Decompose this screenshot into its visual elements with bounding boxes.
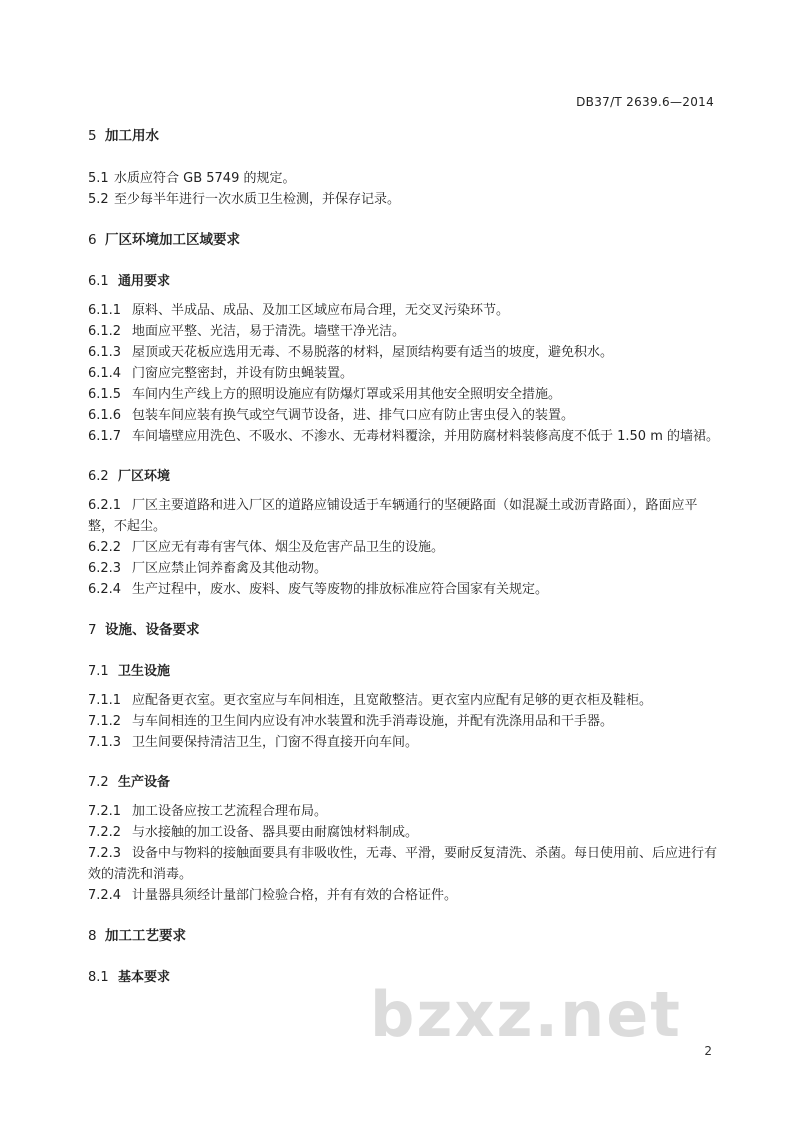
clause-text: 水质应符合 GB 5749 的规定。 xyxy=(114,171,296,186)
clause-text: 厂区主要道路和进入厂区的道路应铺设适于车辆通行的坚硬路面（如混凝土或沥青路面），路面应平整，不起尘。 xyxy=(88,498,698,534)
clause xyxy=(88,405,720,426)
clause-number: 6.1.1 xyxy=(88,303,122,318)
section-title: 加工工艺要求 xyxy=(105,928,186,944)
clause xyxy=(88,843,720,885)
clause-text: 卫生间要保持清洁卫生，门窗不得直接开向车间。 xyxy=(132,735,419,750)
subsection-title: 厂区环境 xyxy=(118,469,171,484)
document-id: DB37/T 2639.6—2014 xyxy=(576,95,714,109)
section-number: 5 xyxy=(88,128,97,144)
clause-number: 6.2.4 xyxy=(88,582,122,597)
section-number: 7 xyxy=(88,622,97,638)
clause-text: 设备中与物料的接触面要具有非吸收性，无毒、平滑，要耐反复清洗、杀菌。每日使用前、后应进行有效的清洗和消毒。 xyxy=(88,846,718,882)
clause-number: 6.1.7 xyxy=(88,429,122,444)
clause xyxy=(88,168,720,189)
section-heading xyxy=(88,926,720,946)
clause-text: 门窗应完整密封，并设有防虫蝇装置。 xyxy=(132,366,354,381)
clause xyxy=(88,495,720,537)
clause-number: 6.1.2 xyxy=(88,324,122,339)
section-number: 6 xyxy=(88,232,97,248)
clause-number: 7.2.1 xyxy=(88,804,122,819)
clause-number: 5.2 xyxy=(88,192,109,207)
subsection-number: 8.1 xyxy=(88,970,109,985)
clause-number: 7.2.4 xyxy=(88,888,122,903)
clause xyxy=(88,822,720,843)
clause-text: 应配备更衣室。更衣室应与车间相连，且宽敞整洁。更衣室内应配有足够的更衣柜及鞋柜。 xyxy=(132,693,653,708)
subsection-title: 生产设备 xyxy=(118,775,171,790)
clause xyxy=(88,711,720,732)
clause-number: 6.1.4 xyxy=(88,366,122,381)
clause-number: 6.2.2 xyxy=(88,540,122,555)
subsection-heading xyxy=(88,467,720,487)
clause-number: 5.1 xyxy=(88,171,109,186)
clause xyxy=(88,300,720,321)
clause xyxy=(88,189,720,210)
clause-number: 6.2.3 xyxy=(88,561,122,576)
clause xyxy=(88,537,720,558)
clause-number: 6.2.1 xyxy=(88,498,122,513)
clause-text: 生产过程中，废水、废料、废气等废物的排放标准应符合国家有关规定。 xyxy=(132,582,549,597)
clause-number: 7.1.1 xyxy=(88,693,122,708)
section-title: 加工用水 xyxy=(105,128,159,144)
clause xyxy=(88,342,720,363)
clause-text: 车间墙壁应用洗色、不吸水、不渗水、无毒材料覆涂，并用防腐材料装修高度不低于 1.50 m 的墙裙。 xyxy=(132,429,720,444)
clause-text: 屋顶或天花板应选用无毒、不易脱落的材料，屋顶结构要有适当的坡度，避免积水。 xyxy=(132,345,614,360)
clause-text: 计量器具须经计量部门检验合格，并有有效的合格证件。 xyxy=(132,888,458,903)
subsection-heading xyxy=(88,662,720,682)
clause xyxy=(88,384,720,405)
clause-text: 至少每半年进行一次水质卫生检测，并保存记录。 xyxy=(114,192,401,207)
clause xyxy=(88,558,720,579)
clause xyxy=(88,885,720,906)
document-body xyxy=(88,126,720,988)
clause-number: 6.1.5 xyxy=(88,387,122,402)
subsection-heading xyxy=(88,773,720,793)
subsection-number: 7.1 xyxy=(88,664,109,679)
clause-text: 包装车间应装有换气或空气调节设备，进、排气口应有防止害虫侵入的装置。 xyxy=(132,408,575,423)
clause-number: 7.2.3 xyxy=(88,846,122,861)
subsection-number: 6.1 xyxy=(88,274,109,289)
clause-text: 厂区应无有毒有害气体、烟尘及危害产品卫生的设施。 xyxy=(132,540,445,555)
section-title: 厂区环境加工区域要求 xyxy=(105,232,240,248)
subsection-heading xyxy=(88,272,720,292)
clause xyxy=(88,732,720,753)
clause xyxy=(88,321,720,342)
clause-number: 6.1.3 xyxy=(88,345,122,360)
section-heading xyxy=(88,230,720,250)
subsection-number: 7.2 xyxy=(88,775,109,790)
clause-text: 原料、半成品、成品、及加工区域应布局合理，无交叉污染环节。 xyxy=(132,303,510,318)
clause-text: 加工设备应按工艺流程合理布局。 xyxy=(132,804,328,819)
subsection-number: 6.2 xyxy=(88,469,109,484)
clause xyxy=(88,579,720,600)
section-heading xyxy=(88,620,720,640)
section-heading xyxy=(88,126,720,146)
clause-number: 7.2.2 xyxy=(88,825,122,840)
clause-text: 厂区应禁止饲养畜禽及其他动物。 xyxy=(132,561,328,576)
clause-number: 6.1.6 xyxy=(88,408,122,423)
subsection-title: 基本要求 xyxy=(118,970,171,985)
clause-number: 7.1.2 xyxy=(88,714,122,729)
watermark: bzxz.net xyxy=(370,978,682,1051)
clause-number: 7.1.3 xyxy=(88,735,122,750)
clause xyxy=(88,690,720,711)
clause-text: 地面应平整、光洁，易于清洗。墙壁干净光洁。 xyxy=(132,324,406,339)
clause-text: 与车间相连的卫生间内应设有冲水装置和洗手消毒设施，并配有洗涤用品和干手器。 xyxy=(132,714,614,729)
clause xyxy=(88,426,720,447)
clause xyxy=(88,801,720,822)
clause-text: 与水接触的加工设备、器具要由耐腐蚀材料制成。 xyxy=(132,825,419,840)
clause xyxy=(88,363,720,384)
section-title: 设施、设备要求 xyxy=(105,622,200,638)
section-number: 8 xyxy=(88,928,97,944)
page-number: 2 xyxy=(704,1044,712,1058)
subsection-title: 卫生设施 xyxy=(118,664,171,679)
subsection-title: 通用要求 xyxy=(118,274,171,289)
clause-text: 车间内生产线上方的照明设施应有防爆灯罩或采用其他安全照明安全措施。 xyxy=(132,387,562,402)
